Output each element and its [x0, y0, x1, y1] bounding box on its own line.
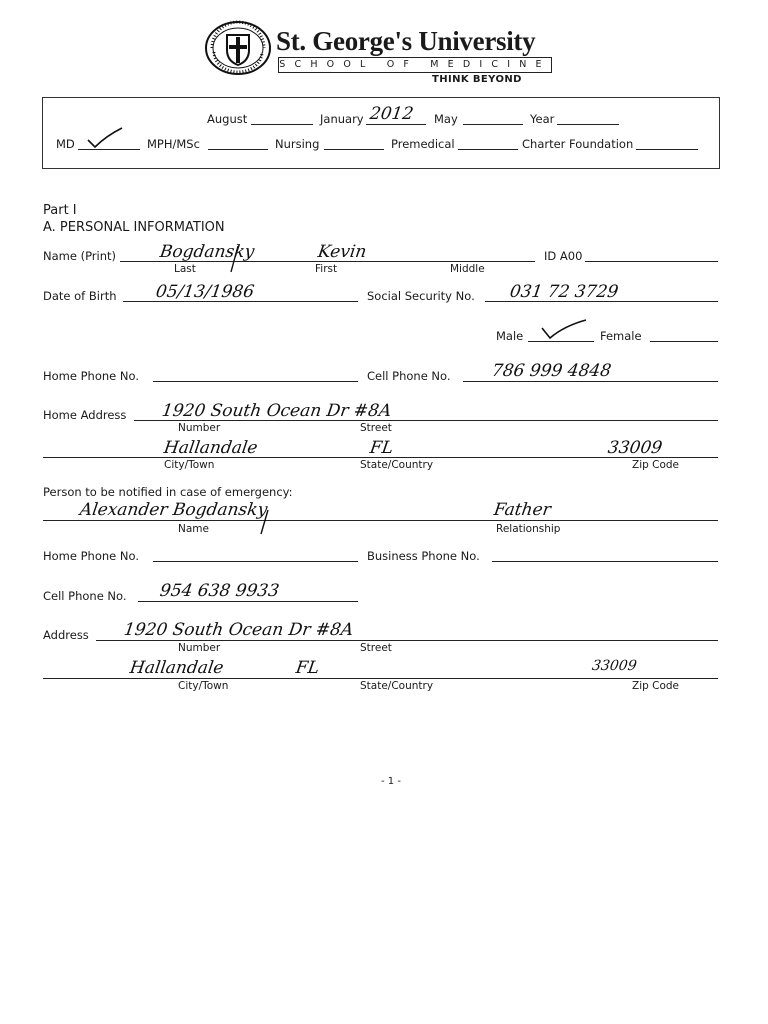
female-label: Female [600, 329, 642, 343]
emergency-state-value: FL [294, 658, 321, 678]
street-caption: Street [360, 422, 392, 434]
cell-phone-value: 786 999 4848 [490, 361, 613, 381]
business-phone-label: Business Phone No. [367, 549, 480, 563]
cell-phone-line[interactable] [463, 381, 718, 382]
emergency-cell-value: 954 638 9933 [158, 581, 281, 601]
may-line[interactable] [463, 124, 523, 125]
emergency-cell-line[interactable] [138, 601, 358, 602]
home-phone-label: Home Phone No. [43, 369, 139, 383]
emergency-street-caption: Street [360, 642, 392, 654]
emergency-name-line[interactable] [43, 520, 718, 521]
city-caption: City/Town [164, 459, 215, 471]
school-name: SCHOOL OF MEDICINE [278, 57, 552, 73]
id-label: ID A00 [544, 249, 583, 263]
male-label: Male [496, 329, 524, 343]
cell-phone-label: Cell Phone No. [367, 369, 451, 383]
number-caption: Number [178, 422, 221, 434]
emergency-city-caption: City/Town [178, 680, 229, 692]
nursing-label: Nursing [275, 137, 320, 151]
state-caption: State/Country [360, 459, 434, 471]
charter-label: Charter Foundation [522, 137, 634, 151]
home-phone-line[interactable] [153, 381, 358, 382]
ssn-label: Social Security No. [367, 289, 475, 303]
zip-caption: Zip Code [632, 459, 679, 471]
female-line[interactable] [650, 341, 718, 342]
part-heading: Part I [43, 203, 77, 218]
mph-label: MPH/MSc [147, 137, 200, 151]
md-check-icon [86, 126, 124, 150]
charter-line[interactable] [636, 149, 698, 150]
january-line[interactable] [366, 124, 426, 125]
home-state-value: FL [368, 438, 395, 458]
emergency-home-phone-label: Home Phone No. [43, 549, 139, 563]
august-line[interactable] [251, 124, 313, 125]
emergency-zip-caption: Zip Code [632, 680, 679, 692]
emergency-cell-label: Cell Phone No. [43, 589, 127, 603]
emergency-city-value: Hallandale [128, 658, 225, 678]
january-label: January [320, 112, 364, 126]
name-label: Name (Print) [43, 249, 117, 263]
emergency-zip-value: 33009 [590, 658, 638, 674]
emergency-street-value: 1920 South Ocean Dr #8A [122, 620, 355, 640]
emergency-number-caption: Number [178, 642, 221, 654]
relationship-caption: Relationship [496, 523, 561, 535]
home-city-value: Hallandale [162, 438, 259, 458]
may-label: May [434, 112, 458, 126]
first-name-value: Kevin [316, 242, 368, 262]
year-line[interactable] [557, 124, 619, 125]
home-street-value: 1920 South Ocean Dr #8A [160, 401, 393, 421]
university-name: St. George's University [276, 26, 536, 56]
january-value: 2012 [368, 104, 415, 124]
first-caption: First [315, 263, 338, 275]
university-seal [204, 20, 272, 76]
year-label: Year [530, 112, 555, 126]
last-name-stroke [228, 244, 240, 274]
last-name-value: Bogdansky [158, 242, 256, 262]
emergency-address-label: Address [43, 628, 89, 642]
premedical-line[interactable] [458, 149, 518, 150]
emergency-name-value: Alexander Bogdansky [78, 500, 269, 520]
emergency-state-caption: State/Country [360, 680, 434, 692]
home-address-label: Home Address [43, 408, 127, 422]
emergency-home-phone-line[interactable] [153, 561, 358, 562]
premedical-label: Premedical [391, 137, 455, 151]
emergency-address-line[interactable] [96, 640, 718, 641]
ssn-value: 031 72 3729 [508, 282, 620, 302]
id-line[interactable] [585, 261, 718, 262]
md-label: MD [56, 137, 75, 151]
august-label: August [207, 112, 248, 126]
nursing-line[interactable] [324, 149, 384, 150]
relationship-value: Father [492, 500, 553, 520]
emergency-label: Person to be notified in case of emergency: [43, 485, 293, 499]
dob-label: Date of Birth [43, 289, 117, 303]
business-phone-line[interactable] [492, 561, 718, 562]
dob-value: 05/13/1986 [154, 282, 256, 302]
middle-caption: Middle [450, 263, 485, 275]
section-heading: A. PERSONAL INFORMATION [43, 220, 225, 235]
mph-line[interactable] [208, 149, 268, 150]
tagline: THINK BEYOND [432, 74, 522, 85]
emergency-city-line[interactable] [43, 678, 718, 679]
male-check-icon [540, 318, 588, 342]
emergency-name-caption: Name [178, 523, 209, 535]
emergency-name-stroke [258, 508, 270, 536]
home-zip-value: 33009 [606, 438, 664, 458]
last-caption: Last [174, 263, 196, 275]
page-number: - 1 - [381, 776, 401, 787]
